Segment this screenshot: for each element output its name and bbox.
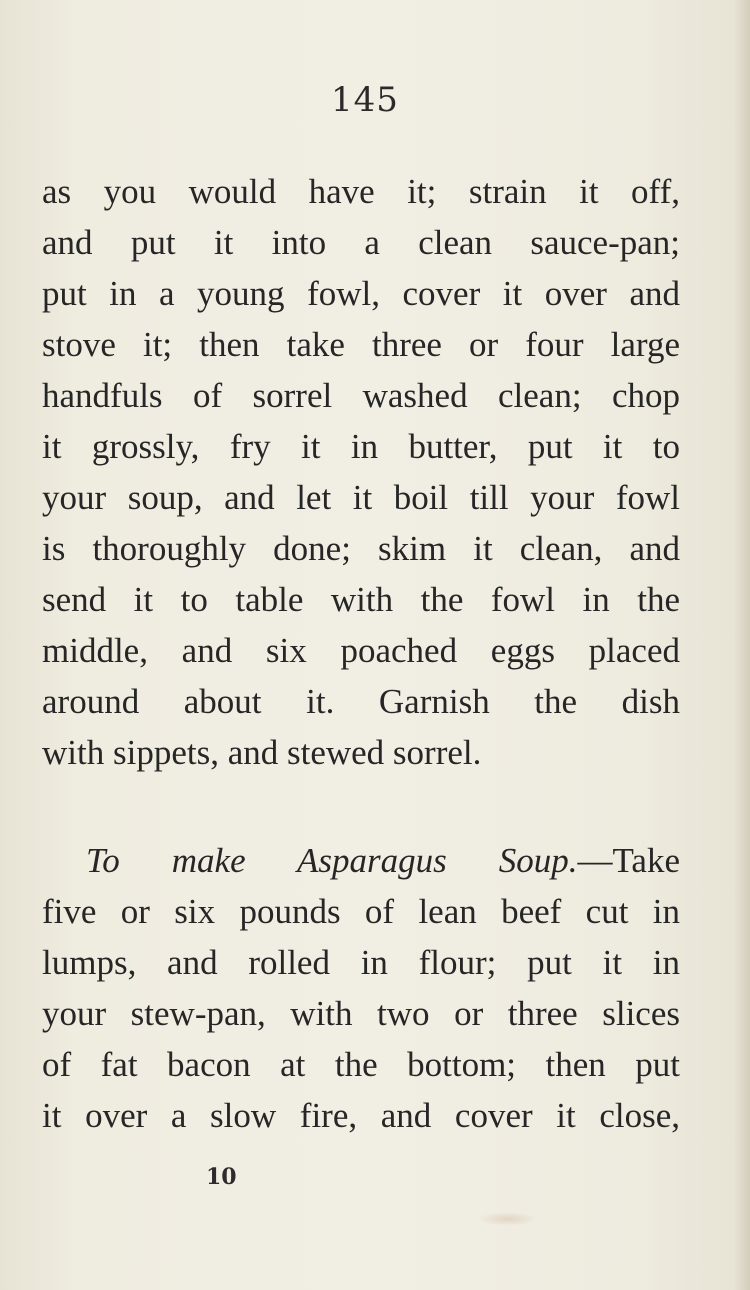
text-line: stove it; then take three or four large — [42, 325, 680, 364]
text-line: put in a young fowl, cover it over and — [42, 274, 680, 313]
text-line: as you would have it; strain it off, — [42, 172, 680, 211]
text-line: middle, and six poached eggs placed — [42, 631, 680, 670]
text-line: your stew-pan, with two or three slices — [42, 994, 680, 1033]
text-line: with sippets, and stewed sorrel. — [42, 733, 482, 772]
recipe-title-continuation: —Take — [577, 841, 680, 880]
paragraph-asparagus-soup — [42, 835, 680, 1141]
text-line: lumps, and rolled in flour; put it in — [42, 943, 680, 982]
signature-mark: 10 — [206, 1164, 237, 1190]
paper-stain — [478, 1212, 538, 1226]
text-line: five or six pounds of lean beef cut in — [42, 892, 680, 931]
page-number: 145 — [331, 80, 399, 120]
text-line: is thoroughly done; skim it clean, and — [42, 529, 680, 568]
body-text — [42, 166, 680, 1141]
paragraph-spacer — [42, 778, 680, 835]
text-line: and put it into a clean sauce-pan; — [42, 223, 680, 262]
text-line: send it to table with the fowl in the — [42, 580, 680, 619]
recipe-title: To make Asparagus Soup. — [86, 841, 578, 880]
text-line: it grossly, fry it in butter, put it to — [42, 427, 680, 466]
text-line: around about it. Garnish the dish — [42, 682, 680, 721]
recipe-heading-line — [42, 835, 680, 886]
text-line: it over a slow fire, and cover it close, — [42, 1096, 680, 1135]
paragraph-sorrel-soup-end — [42, 166, 680, 778]
text-line: handfuls of sorrel washed clean; chop — [42, 376, 680, 415]
text-line: of fat bacon at the bottom; then put — [42, 1045, 680, 1084]
text-line: your soup, and let it boil till your fowl — [42, 478, 680, 517]
